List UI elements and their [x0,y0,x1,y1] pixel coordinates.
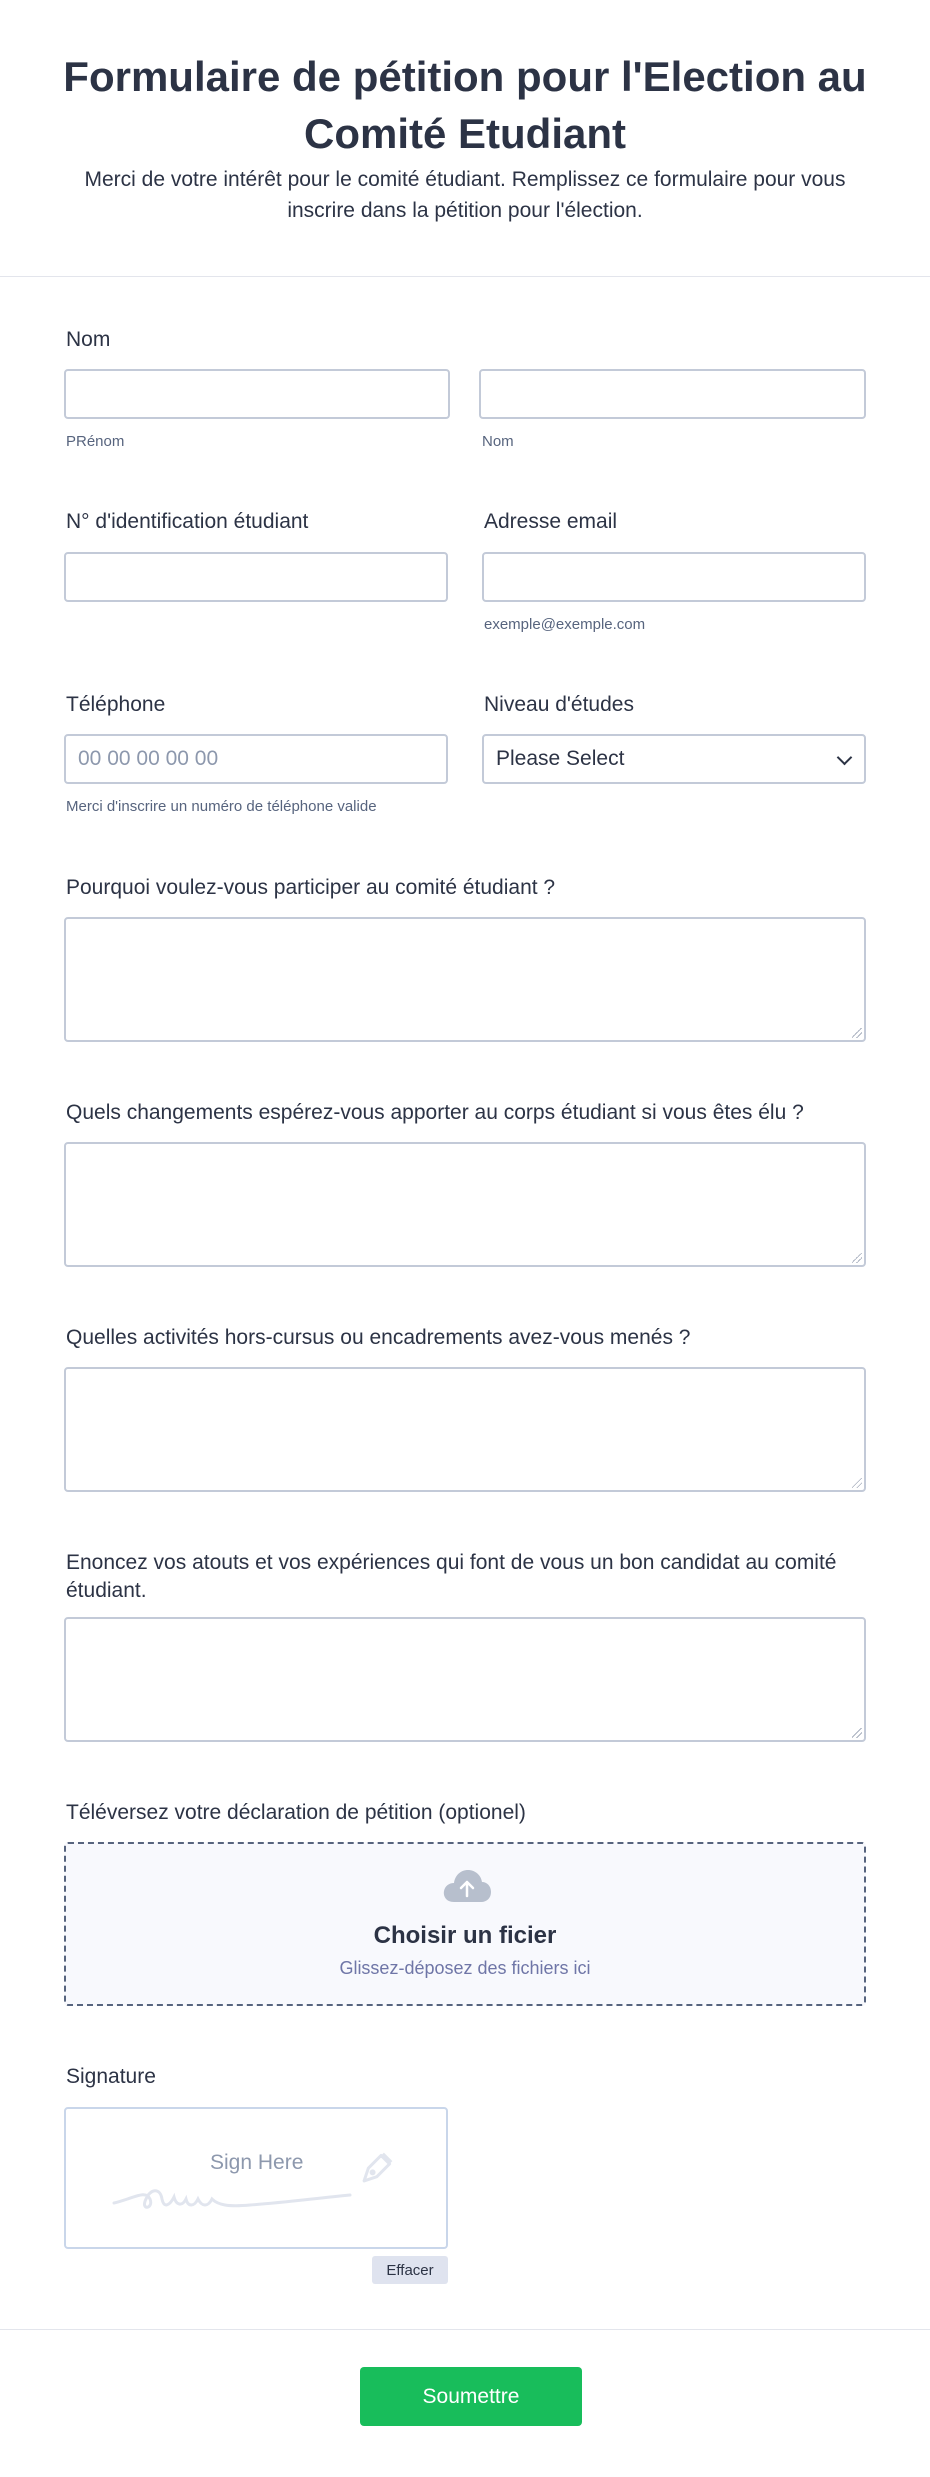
student-id-input[interactable] [64,552,448,602]
email-sublabel: exemple@exemple.com [484,616,646,633]
why-textarea[interactable] [64,917,866,1042]
study-level-selected: Please Select [496,747,625,770]
activities-label: Quelles activités hors-cursus ou encadrements avez-vous menés ? [66,1326,691,1349]
resize-handle-icon[interactable] [852,1478,862,1488]
activities-textarea-wrap [64,1367,866,1492]
last-name-input[interactable] [479,369,866,419]
signature-placeholder: Sign Here [210,2151,304,2174]
phone-input[interactable] [64,734,448,784]
form-subtitle: Merci de votre intérêt pour le comité étudiant. Remplissez ce formulaire pour vous inscrire dans la pétition pour l'élection. [84,168,846,222]
name-label: Nom [66,328,111,351]
form-title: Formulaire de pétition pour l'Election au Comité Etudiant [63,53,867,157]
file-upload-dropzone[interactable] [64,1842,866,2006]
form-header [0,0,930,277]
upload-button-text: Choisir un ficier [373,1922,557,1949]
why-textarea-wrap [64,917,866,1042]
footer-divider [0,2329,930,2330]
phone-label: Téléphone [66,693,166,716]
changes-textarea-wrap [64,1142,866,1267]
clear-signature-button[interactable]: Effacer [372,2256,448,2284]
chevron-down-icon [837,750,853,766]
resize-handle-icon[interactable] [852,1028,862,1038]
strengths-textarea[interactable] [64,1617,866,1742]
student-id-label: N° d'identification étudiant [66,510,309,533]
phone-sublabel: Merci d'inscrire un numéro de téléphone valide [66,798,377,815]
submit-button[interactable]: Soumettre [360,2367,582,2426]
signature-label: Signature [66,2065,156,2088]
first-name-sublabel: PRénom [66,433,125,450]
upload-label: Téléversez votre déclaration de pétition (optionel) [66,1801,526,1824]
upload-hint: Glissez-déposez des fichiers ici [339,1958,591,1978]
why-label: Pourquoi voulez-vous participer au comité étudiant ? [66,876,556,899]
email-label: Adresse email [484,510,618,533]
changes-textarea[interactable] [64,1142,866,1267]
activities-textarea[interactable] [64,1367,866,1492]
strengths-textarea-wrap [64,1617,866,1742]
study-level-select[interactable] [482,734,866,784]
resize-handle-icon[interactable] [852,1253,862,1263]
cloud-upload-icon [442,1868,492,1904]
study-level-label: Niveau d'études [484,693,634,716]
first-name-input[interactable] [64,369,450,419]
email-input[interactable] [482,552,866,602]
changes-label: Quels changements espérez-vous apporter au corps étudiant si vous êtes élu ? [66,1101,804,1124]
resize-handle-icon[interactable] [852,1728,862,1738]
last-name-sublabel: Nom [482,433,514,450]
pen-icon [352,2149,396,2193]
signature-pad[interactable] [64,2107,448,2249]
strengths-label: Enoncez vos atouts et vos expériences qui font de vous un bon candidat au comité étudiant. [66,1551,837,1602]
